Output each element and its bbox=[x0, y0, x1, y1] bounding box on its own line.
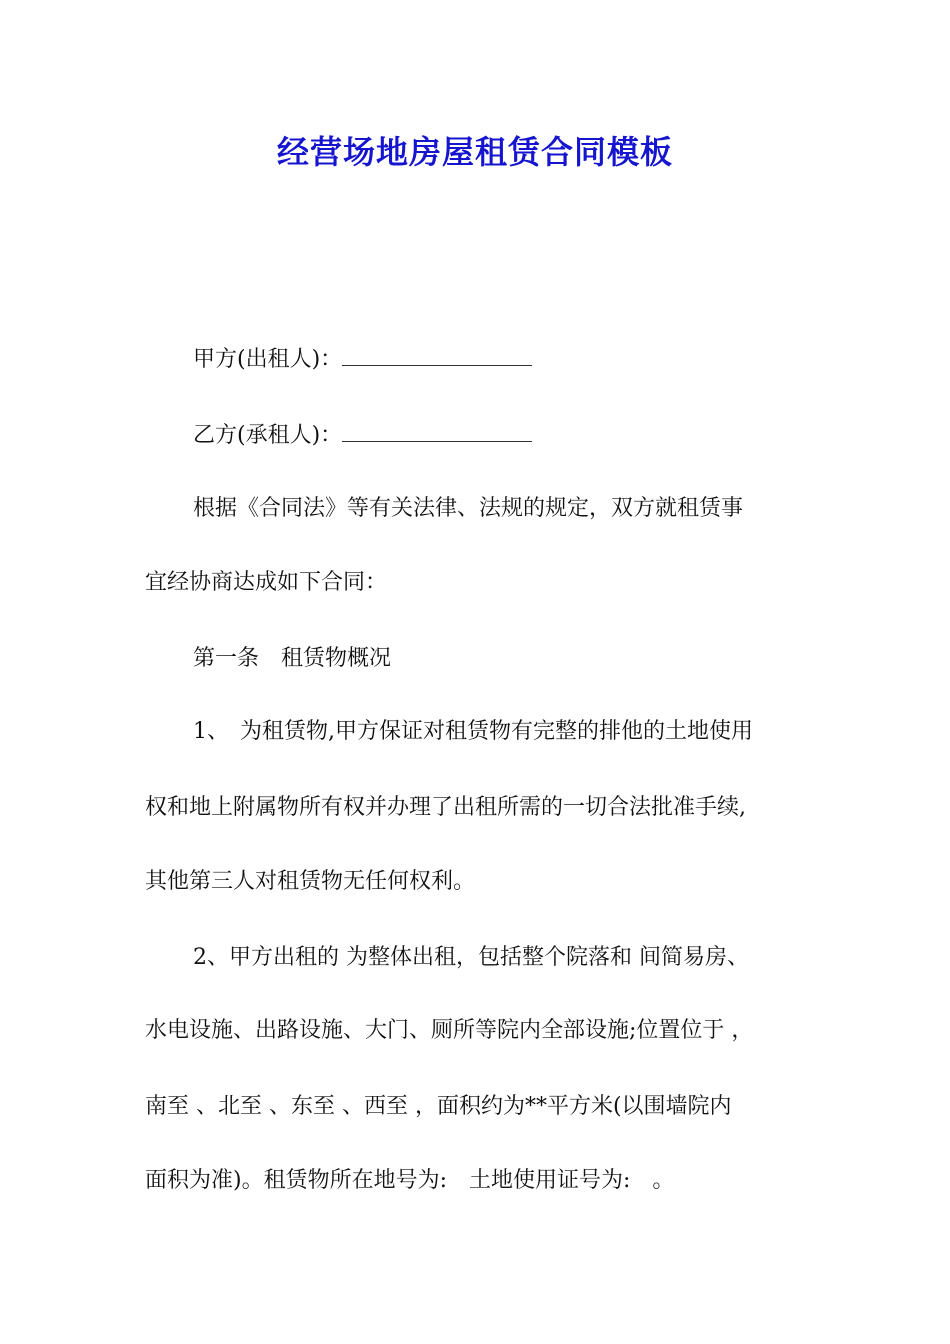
body-line-3: 1、 为租赁物,甲方保证对租赁物有完整的排他的土地使用 bbox=[193, 719, 753, 744]
body-line-5: 其他第三人对租赁物无任何权利。 bbox=[145, 869, 476, 894]
document-title: 经营场地房屋租赁合同模板 bbox=[276, 133, 673, 171]
party-a-label: 甲方(出租人)： bbox=[193, 347, 343, 372]
party-a-line bbox=[193, 345, 873, 375]
body-line-6: 2、甲方出租的 为整体出租，包括整个院落和 间简易房、 bbox=[193, 945, 749, 970]
party-b-label: 乙方(承租人)： bbox=[193, 423, 343, 448]
body-line-2: 宜经协商达成如下合同： bbox=[145, 570, 388, 595]
body-line-8: 南至 、北至 、东至 、西至 ，面积约为**平方米(以围墙院内 bbox=[145, 1094, 732, 1119]
party-b-blank bbox=[342, 423, 532, 442]
body-line-4: 权和地上附属物所有权并办理了出租所需的一切合法批准手续, bbox=[145, 795, 746, 820]
section-heading-1: 第一条 租赁物概况 bbox=[193, 646, 392, 671]
party-b-line bbox=[193, 421, 873, 451]
party-a-blank bbox=[342, 347, 532, 366]
body-line-9: 面积为准)。租赁物所在地号为: 土地使用证号为: 。 bbox=[145, 1168, 675, 1193]
body-line-1: 根据《合同法》等有关法律、法规的规定，双方就租赁事 bbox=[193, 496, 744, 521]
body-line-7: 水电设施、出路设施、大门、厕所等院内全部设施;位置位于 ， bbox=[145, 1018, 754, 1043]
